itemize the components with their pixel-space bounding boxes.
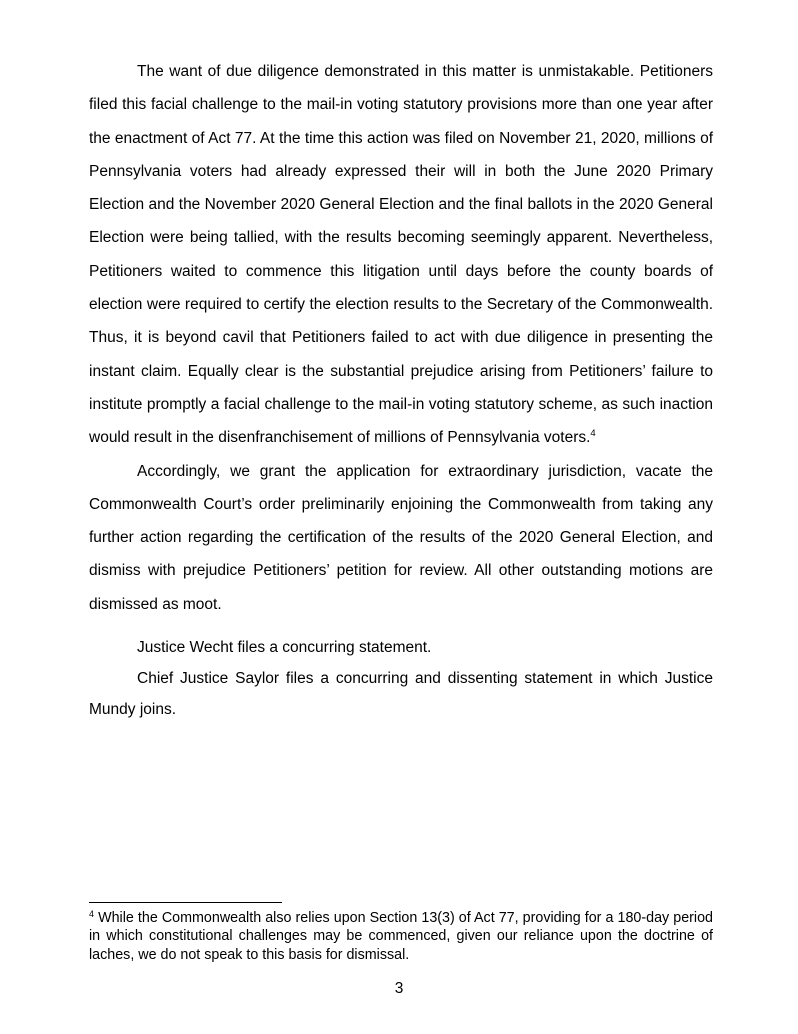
statements-block: [89, 632, 713, 725]
statement-wecht: Justice Wecht files a concurring statement.: [137, 639, 432, 657]
footnote-number: 4: [89, 909, 95, 919]
footnote-separator: [89, 902, 282, 903]
footnote-reference: 4: [590, 428, 596, 440]
statement-saylor: Chief Justice Saylor files a concurring and dissenting statement in which Justice Mundy joins.: [89, 670, 713, 719]
page-number: 3: [394, 980, 404, 997]
footnote: [89, 909, 713, 964]
paragraph-due-diligence-text: The want of due diligence demonstrated in this matter is unmistakable. Petitioners filed this facial challenge to the mail-in voting statutory provisions more than one year after the enactment of Act 77. At the time this action was filed on November 21, 2020, millions of Pennsylvania voters had already expressed their will in both the June 2020 Primary Election and the November 2020 General Election and the final ballots in the 2020 General Election were being tallied, with the results becoming seemingly apparent. Nevertheless, Petitioners waited to commence this litigation until days before the county boards of election were required to certify the election results to the Secretary of the Commonwealth. Thus, it is beyond cavil that Petitioners failed to act with due diligence in presenting the instant claim. Equally clear is the substantial prejudice arising from Petitioners’ failure to institute promptly a facial challenge to the mail-in voting statutory scheme, as such inaction would result in the disenfranchisement of millions of Pennsylvania voters.: [89, 63, 713, 447]
document-body: [89, 55, 713, 725]
paragraph-due-diligence: [89, 55, 713, 455]
footnote-text: While the Commonwealth also relies upon Section 13(3) of Act 77, providing for a 180-day period in which constitutional challenges may be commenced, given our reliance upon the doctrine of laches, we do not speak to this basis for dismissal.: [89, 910, 713, 963]
paragraph-disposition: Accordingly, we grant the application for extraordinary jurisdiction, vacate the Commonwealth Court’s order preliminarily enjoining the Commonwealth from taking any further action regarding the certification of the results of the 2020 General Election, and dismiss with prejudice Petitioners’ petition for review. All other outstanding motions are dismissed as moot.: [89, 462, 713, 613]
